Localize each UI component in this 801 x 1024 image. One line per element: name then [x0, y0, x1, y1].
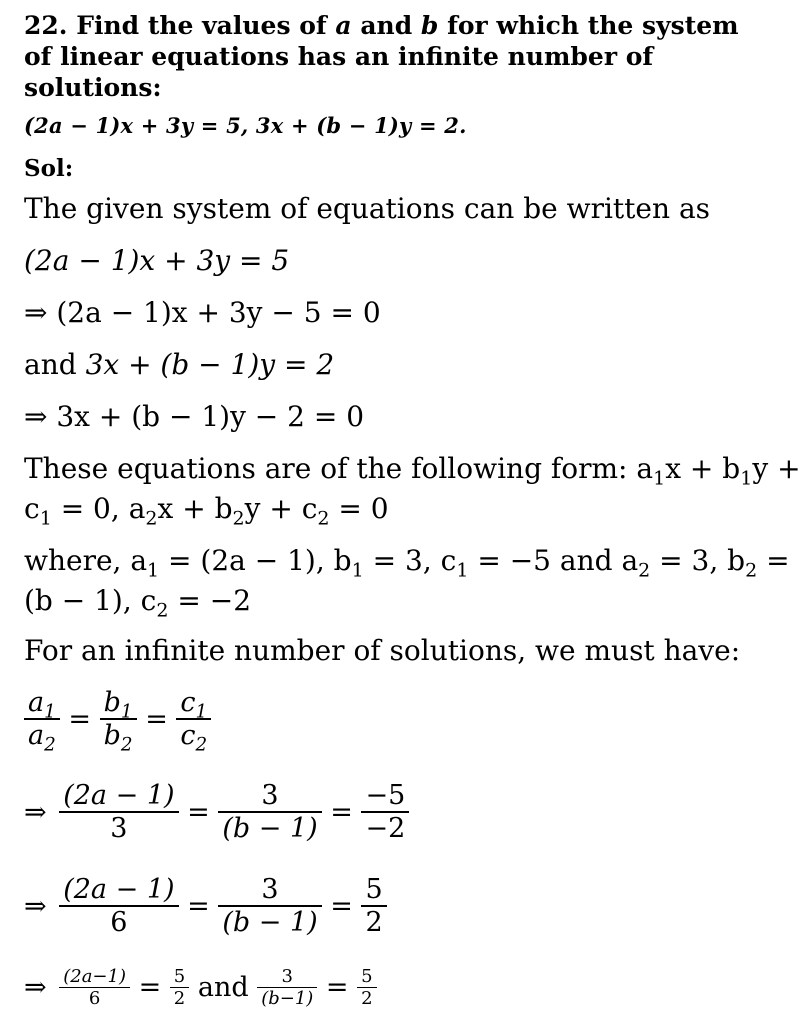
general-form-line-1: These equations are of the following form: $a_1x + b_1y$ + — [24, 452, 801, 490]
solution-label: Sol: — [24, 155, 74, 182]
step1-fraction-1: $\frac{(2a - 1)}{3}$ — [59, 780, 178, 844]
general-form-line-2: $c_1 = 0$, $a_2x + b_2y + c_2 = 0$ — [24, 492, 389, 530]
coefficients-line-1: where, $a_1 = (2a - 1)$, $b_1 = 3$, $c_1 = -5$ and $a_2 = 3$, $b_2$ = — [24, 544, 790, 582]
step2-fraction-1: $\frac{(2a - 1)}{6}$ — [59, 874, 178, 938]
ratio-condition: $\frac{a_1}{a_2}$ = $\frac{b_1}{b_2}$ = $\frac{c_1}{c_2}$ — [24, 687, 211, 751]
intro-line: The given system of equations can be written as — [24, 192, 710, 225]
step2-fraction-2: $\frac{3}{(b - 1)}$ — [218, 874, 321, 938]
step3-fraction-4: $\frac{5}{2}$ — [357, 966, 376, 1009]
ratio-step-2: ⇒ $\frac{(2a - 1)}{6}$ = $\frac{3}{(b - 1)}$ = $\frac{5}{2}$ — [24, 874, 387, 938]
ratio-step-3: ⇒ $\frac{(2a-1)}{6}$ = $\frac{5}{2}$ and $\frac{3}{(b-1)}$ = $\frac{5}{2}$ — [24, 966, 377, 1009]
fraction-c: $\frac{c_1}{c_2}$ — [176, 687, 211, 751]
coefficients-line-2: (b − 1), $c_2 = -2$ — [24, 584, 252, 622]
step3-fraction-1: $\frac{(2a-1)}{6}$ — [59, 966, 130, 1009]
fraction-b: $\frac{b_1}{b_2}$ — [100, 687, 137, 751]
step1-fraction-2: $\frac{3}{(b - 1)}$ — [218, 780, 321, 844]
equation-1-standard: ⇒ (2a − 1)x + 3y − 5 = 0 — [24, 296, 381, 329]
question-equation: (2a − 1)x + 3y = 5, 3x + (b − 1)y = 2. — [24, 113, 467, 138]
question-text: 22. Find the values of a and b for which the system of linear equations has an infinite number of solutions: — [24, 11, 739, 102]
equation-2-standard: ⇒ 3x + (b − 1)y − 2 = 0 — [24, 400, 365, 433]
step2-fraction-3: $\frac{5}{2}$ — [361, 874, 386, 938]
fraction-a: $\frac{a_1}{a_2}$ — [24, 687, 60, 751]
step3-fraction-3: $\frac{3}{(b-1)}$ — [257, 966, 317, 1009]
step3-fraction-2: $\frac{5}{2}$ — [170, 966, 189, 1009]
ratio-step-1: ⇒ $\frac{(2a - 1)}{3}$ = $\frac{3}{(b - 1)}$ = $\frac{-5}{-2}$ — [24, 780, 409, 844]
equation-1: (2a − 1)x + 3y = 5 — [24, 244, 290, 277]
infinite-condition-line: For an infinite number of solutions, we must have: — [24, 634, 741, 667]
solution-page — [24, 10, 801, 1009]
equation-2-line: and 3x + (b − 1)y = 2 — [24, 348, 335, 381]
step1-fraction-3: $\frac{-5}{-2}$ — [361, 780, 409, 844]
